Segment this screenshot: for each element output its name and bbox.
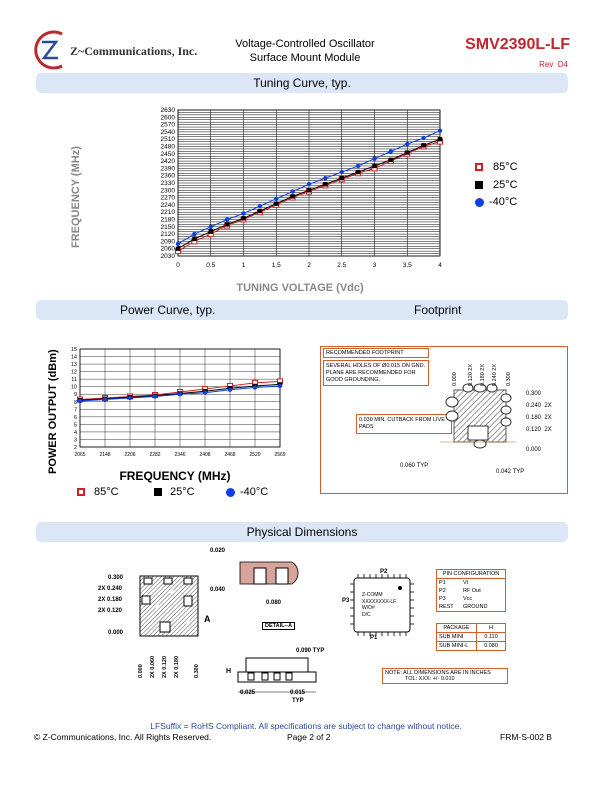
power-point-tm40 — [78, 399, 82, 403]
pin-func-1: RF Out — [463, 588, 481, 594]
tuning-x-tick-label: 3.5 — [402, 262, 412, 269]
power-point-tm40 — [103, 397, 107, 401]
tuning-point-tm40 — [340, 170, 344, 174]
power-curve-chart — [58, 343, 293, 463]
footprint-cutback-note: 0.030 MIN. CUTBACK FROM LIVE PADS — [356, 414, 452, 434]
tuning-point-tm40 — [176, 242, 180, 246]
tuning-x-tick-label: 0.5 — [206, 262, 216, 269]
pin-func-0: Vt — [463, 580, 469, 586]
phys-y-0300: 0.300 — [108, 575, 124, 581]
tuning-point-t25 — [274, 201, 278, 205]
footprint-dim-042: 0.042 TYP — [496, 469, 525, 475]
tuning-point-tm40 — [290, 189, 294, 193]
physical-dimensions-bar — [36, 522, 568, 542]
side-dim-h: H — [226, 668, 232, 675]
power-y-axis-label: POWER OUTPUT (dBm) — [47, 349, 59, 474]
tuning-y-tick-label: 2270 — [160, 194, 175, 202]
pin-name-3: REST — [439, 604, 454, 610]
footprint-recommended-label: RECOMMENDED FOOTPRINT — [323, 348, 429, 358]
power-y-tick-label: 10 — [70, 384, 77, 391]
doc-title-line1: Voltage-Controlled Oscillator — [235, 38, 375, 50]
power-y-tick-label: 6 — [73, 414, 77, 421]
tuning-x-tick-label: 1 — [241, 262, 246, 269]
top-p2-label: P2 — [380, 569, 388, 575]
power-legend-m40c-label: -40°C — [240, 486, 269, 498]
tuning-point-tm40 — [225, 217, 229, 221]
company-name: Z~Communications, Inc. — [70, 44, 198, 58]
tuning-point-t25 — [389, 158, 393, 162]
tuning-y-tick-label: 2570 — [160, 121, 175, 129]
tuning-point-tm40 — [421, 136, 425, 140]
tuning-y-tick-label: 2240 — [160, 201, 175, 209]
power-legend-m40c-marker — [226, 488, 235, 497]
detail-a-caption: DETAIL--A — [262, 622, 295, 630]
tuning-point-tm40 — [209, 225, 213, 229]
tuning-x-tick-label: 0 — [176, 262, 180, 269]
power-x-tick-label: 2065 — [74, 452, 86, 458]
pin-func-2: Vcc — [463, 596, 473, 602]
top-p3-label: P3 — [342, 598, 350, 604]
tuning-point-tm40 — [389, 149, 393, 153]
power-x-tick-label: 2346 — [174, 452, 186, 458]
power-y-tick-label: 2 — [73, 445, 77, 451]
power-y-tick-label: 14 — [70, 354, 77, 361]
power-point-tm40 — [203, 391, 207, 395]
note-line-1: NOTE: ALL DIMENSIONS ARE IN INCHES — [385, 670, 491, 676]
tuning-y-tick-label: 2360 — [160, 172, 175, 180]
side-dim-015: 0.015 — [290, 690, 306, 696]
tuning-point-t25 — [176, 247, 180, 251]
footprint-dim-x-label: 0.240 2X — [492, 363, 498, 386]
power-x-tick-label: 2206 — [124, 452, 136, 458]
tuning-point-t25 — [225, 222, 229, 226]
tuning-point-t25 — [307, 188, 311, 192]
tuning-point-t25 — [258, 209, 262, 213]
tuning-point-t25 — [323, 182, 327, 186]
tuning-x-tick-label: 4 — [438, 262, 442, 269]
tuning-y-axis-label: FREQUENCY (MHz) — [70, 146, 82, 248]
footprint-dim-y-0000: 0.000 — [526, 447, 542, 453]
footprint-dim-x-label: 0.300 — [506, 372, 512, 386]
tuning-x-tick-label: 2.5 — [337, 262, 347, 269]
legend-m40c-marker — [475, 198, 484, 207]
power-y-tick-label: 4 — [73, 429, 77, 436]
tuning-y-tick-label: 2330 — [160, 180, 175, 187]
power-x-tick-label: 2408 — [199, 452, 211, 458]
footprint-dim-x-label: 0.180 2X — [480, 363, 486, 386]
legend-25c-label: 25°C — [493, 179, 518, 191]
phys-y-0180: 2X 0.180 — [98, 597, 123, 603]
note-line-2: TOL: XXX: +/- 0.010 — [405, 676, 455, 682]
tuning-point-tm40 — [372, 156, 376, 160]
legend-85c-label: 85°C — [493, 161, 518, 173]
tuning-curve-title: Tuning Curve, typ. — [253, 76, 351, 90]
footprint-dim-x-label: 0.120 2X — [468, 363, 474, 386]
power-x-tick-label: 2282 — [149, 452, 161, 458]
dimensions-note — [382, 668, 508, 684]
tuning-y-tick-label: 2420 — [160, 158, 175, 166]
tuning-point-tm40 — [274, 197, 278, 201]
power-x-tick-label: 2148 — [99, 452, 111, 458]
pin-name-1: P2 — [439, 588, 446, 594]
revision: Rev D4 — [539, 60, 568, 69]
legend-25c-marker — [475, 181, 483, 189]
power-point-tm40 — [278, 384, 282, 388]
tuning-point-tm40 — [258, 204, 262, 208]
tuning-y-tick-label: 2510 — [160, 136, 175, 144]
part-number: SMV2390L-LF — [465, 36, 570, 53]
power-curve-bar — [36, 300, 568, 320]
tuning-y-tick-label: 2210 — [160, 209, 175, 217]
tuning-point-t25 — [241, 216, 245, 220]
phys-x-dims — [136, 642, 216, 682]
tuning-point-t25 — [192, 237, 196, 241]
power-point-tm40 — [153, 394, 157, 398]
side-dim-025: 0.025 — [240, 690, 256, 696]
tuning-y-tick-label: 2450 — [160, 150, 175, 158]
footprint-x-dims — [448, 358, 528, 388]
phys-dim-x-label: 2X 0.180 — [174, 655, 180, 678]
footprint-dim-y-0240: 0.240 2X — [526, 403, 552, 409]
power-y-tick-label: 7 — [73, 407, 77, 414]
tuning-point-tm40 — [241, 211, 245, 215]
footprint-dim-y-0300: 0.300 — [526, 391, 542, 397]
package-table — [436, 623, 506, 651]
phys-detail-a-label: A — [204, 614, 211, 624]
pkg-row-1-name: SUB MINI-L — [437, 642, 477, 650]
marking-line-4: D/C — [362, 611, 371, 618]
legend-m40c-label: -40°C — [489, 196, 518, 208]
power-legend-85c-marker — [77, 488, 85, 496]
tuning-y-tick-label: 2180 — [160, 216, 175, 224]
tuning-point-t25 — [405, 150, 409, 154]
phys-dim-x-label: 2X 0.120 — [162, 655, 168, 678]
pin-name-0: P1 — [439, 580, 446, 586]
tuning-y-tick-label: 2600 — [160, 114, 175, 122]
power-y-tick-label: 5 — [73, 422, 77, 429]
power-y-tick-label: 9 — [73, 392, 77, 399]
tuning-point-t25 — [356, 170, 360, 174]
tuning-x-tick-label: 1.5 — [271, 262, 281, 269]
legend-85c-marker — [475, 163, 483, 171]
power-x-tick-label: 2468 — [224, 452, 236, 458]
tuning-y-tick-label: 2390 — [160, 165, 175, 173]
tuning-y-tick-label: 2540 — [160, 128, 175, 136]
power-legend-25c-label: 25°C — [170, 486, 195, 498]
doc-title-line2: Surface Mount Module — [249, 52, 361, 64]
footprint-dim-x-label: 0.000 — [452, 372, 458, 386]
power-point-tm40 — [128, 396, 132, 400]
tuning-curve-chart — [110, 100, 460, 300]
pkg-header-package: PACKAGE — [437, 624, 477, 632]
tuning-curve-bar — [36, 73, 568, 93]
footprint-dim-060: 0.060 TYP — [400, 463, 429, 469]
tuning-point-tm40 — [405, 142, 409, 146]
tuning-y-tick-label: 2120 — [160, 231, 175, 239]
side-dim-090: 0.090 TYP — [296, 648, 325, 654]
tuning-point-t25 — [290, 194, 294, 198]
footer-form: FRM-S-002 B — [500, 732, 552, 742]
footer-copyright: © Z-Communications, Inc. All Rights Reserved. — [34, 732, 212, 742]
tuning-y-tick-label: 2480 — [160, 143, 175, 151]
footer-page: Page 2 of 2 — [287, 732, 331, 742]
tuning-y-tick-label: 2090 — [160, 238, 175, 246]
power-y-tick-label: 11 — [71, 377, 77, 384]
power-legend-25c-marker — [154, 488, 162, 496]
tuning-point-t25 — [421, 143, 425, 147]
tuning-y-tick-label: 2150 — [160, 223, 175, 231]
tuning-point-tm40 — [307, 182, 311, 186]
physical-dimensions-title: Physical Dimensions — [246, 525, 358, 539]
pkg-row-1-h: 0.080 — [484, 643, 498, 649]
power-x-tick-label: 2569 — [274, 452, 286, 458]
tuning-y-tick-label: 2300 — [160, 187, 175, 195]
phys-dim-x-label: 2X 0.060 — [150, 655, 156, 678]
tuning-point-t25 — [372, 164, 376, 168]
marking-line-3: W/O# — [362, 605, 375, 611]
pin-name-2: P3 — [439, 596, 446, 602]
detail-dim-040: 0.040 — [210, 587, 226, 593]
detail-dim-080: 0.080 — [266, 600, 282, 606]
marking-line-2: XXXXXXXX-LF — [362, 598, 397, 605]
power-point-tm40 — [178, 392, 182, 396]
power-x-tick-label: 2520 — [249, 452, 261, 458]
tuning-y-tick-label: 2060 — [160, 245, 175, 253]
footprint-drawing — [440, 380, 516, 452]
power-y-tick-label: 8 — [73, 399, 77, 406]
tuning-y-tick-label: 2630 — [160, 107, 175, 114]
phys-package-bottom-view — [136, 572, 206, 642]
pin-config-title: PIN CONFIGURATION — [437, 570, 505, 579]
footprint-holes-note: SEVERAL HOLES OF Ø0.015 ON GND. PLANE ARE RECOMMENDED FOR GOOD GROUNDING. — [323, 360, 429, 386]
power-y-tick-label: 15 — [70, 347, 77, 353]
power-legend-85c-label: 85°C — [94, 486, 119, 498]
tuning-point-tm40 — [192, 232, 196, 236]
tuning-y-tick-label: 2030 — [160, 253, 175, 260]
footprint-title: Footprint — [414, 303, 462, 317]
power-x-axis-label: FREQUENCY (MHz) — [119, 469, 231, 483]
phys-dim-x-label: 0.000 — [138, 664, 144, 678]
pin-func-3: GROUND — [463, 604, 488, 610]
pin-config-table — [436, 569, 506, 612]
power-curve-title: Power Curve, typ. — [120, 303, 216, 317]
tuning-point-tm40 — [438, 128, 442, 132]
pkg-row-0-h: 0.110 — [484, 634, 498, 640]
tuning-x-tick-label: 2 — [307, 262, 311, 269]
power-point-tm40 — [228, 388, 232, 392]
tuning-point-tm40 — [323, 176, 327, 180]
phys-y-0240: 2X 0.240 — [98, 586, 123, 592]
footprint-dim-y-0180: 0.180 2X — [526, 415, 552, 421]
marking-line-1: Z-COMM — [362, 592, 383, 598]
pkg-header-h: H — [489, 625, 493, 631]
tuning-point-t25 — [209, 229, 213, 233]
phys-y-0120: 2X 0.120 — [98, 608, 123, 614]
detail-a-drawing — [232, 554, 312, 594]
power-y-tick-label: 12 — [70, 369, 77, 376]
power-point-tm40 — [253, 385, 257, 389]
phys-dim-x-label: 0.300 — [194, 664, 200, 678]
tuning-point-t25 — [340, 176, 344, 180]
tuning-point-tm40 — [356, 164, 360, 168]
side-dim-typ: TYP — [292, 698, 304, 704]
power-y-tick-label: 3 — [73, 437, 77, 444]
tuning-x-axis-label: TUNING VOLTAGE (Vdc) — [236, 282, 364, 294]
power-y-tick-label: 13 — [70, 362, 77, 369]
pkg-row-0-name: SUB MINI — [437, 633, 477, 641]
detail-dim-020: 0.020 — [210, 548, 226, 554]
footprint-dim-y-0120: 0.120 2X — [526, 427, 552, 433]
top-p1-label: P1 — [370, 635, 378, 641]
tuning-x-tick-label: 3 — [372, 262, 377, 269]
phys-y-0000: 0.000 — [108, 630, 124, 636]
top-marking — [362, 592, 396, 618]
tuning-point-t25 — [438, 137, 442, 141]
footer-lfsuffix: LFSuffix = RoHS Compliant. All specifications are subject to change without notice. — [150, 721, 462, 731]
